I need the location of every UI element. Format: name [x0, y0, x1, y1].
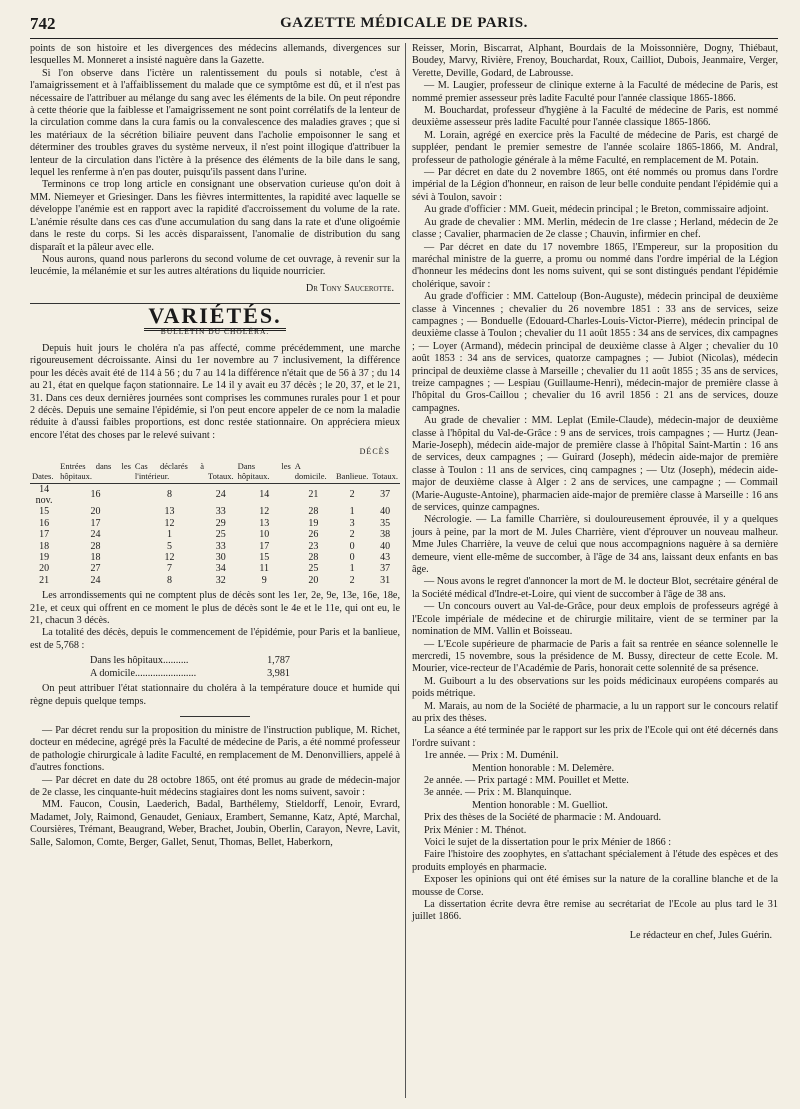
paragraph: Nous aurons, quand nous parlerons du second volume de cet ouvrage, à revenir sur la leucémie, la mélanémie et sur les autres altérations du liquide nourricier.	[30, 253, 400, 278]
paragraph: — L'Ecole supérieure de pharmacie de Paris a fait sa rentrée en séance solennelle le mercredi, 15 novembre, sous la présidence de M. Bussy, directeur de cette Ecole. M. Mourier, vice-recteur de l'Académie de Paris, honorait cette solennité de sa présence.	[412, 638, 778, 675]
table-cell: 13	[259, 517, 270, 529]
table-cell: 18	[39, 540, 50, 552]
paragraph: Voici le sujet de la dissertation pour le prix Ménier de 1866 :	[424, 837, 672, 848]
table-cell: 37	[380, 489, 391, 501]
table-cell: 31	[380, 574, 391, 586]
table-cell: 25	[308, 563, 319, 575]
paragraph: Depuis huit jours le choléra n'a pas affecté, comme précédemment, une marche rigoureusement décroissante. Ainsi du 1er novembre au 7 inclusivement, la différence pour les décès avait été de 114 à 56 ; du 7 au 14 la différence n'était que de 56 à 37 ; du 14 au 21, état en quelque façon stationnaire. Le 14 il y avait eu 37 décès ; le 20, 37, et le 21, 31. Dans ces deux dernières journées sont comprises les communes rurales pour 1 et pour 2 décès. Depuis une semaine l'épidémie, si l'on peut encore appeler de ce nom la maladie réduite à d'aussi faibles proportions, est donc restée stationnaire. On appréciera mieux encore l'état des choses par le relevé suivant :	[30, 342, 400, 441]
table-cell: 26	[308, 529, 319, 541]
table-header-cell: Totaux.	[370, 461, 400, 484]
table-cell: 0	[349, 540, 355, 552]
total-label: Dans les hôpitaux..........	[90, 655, 189, 667]
left-column	[30, 43, 400, 849]
paragraph: M. Bouchardat, professeur d'hygiène à la Faculté de médecine de Paris, est nommé deuxième assesseur près ladite Faculté pour l'année classique 1865-1866.	[412, 105, 778, 129]
paragraph: — Un concours ouvert au Val-de-Grâce, pour deux emplois de professeurs agrégé à l'Ecole impériale de médecine et de chirurgie militaire, vient de se terminer par la nomination de MM. Vallin et Boisseau.	[412, 601, 778, 638]
paragraph: Prix des thèses de la Société de pharmacie : M. Andouard.	[424, 812, 662, 824]
section-title	[30, 303, 400, 329]
table-cell: 15	[259, 552, 270, 564]
paragraph: — Par décret en date du 28 octobre 1865, ont été promus au grade de médecin-major de 2e classe, les cinquante-huit médecins stagiaires dont les noms suivent, savoir :	[30, 774, 400, 798]
table-cell: 8	[166, 489, 172, 501]
table-cell: 1	[349, 506, 355, 518]
paragraph: M. Lorain, agrégé en exercice près la Faculté de médecine de Paris, est chargé de suppléer, pendant le premier semestre de l'année scolaire 1865-1866, M. Andral, professeur de pathologie générale à la même Faculté, en remplacement de M. Potain.	[412, 129, 778, 166]
table-cell: 10	[259, 529, 270, 541]
table-cell: 27	[90, 563, 101, 575]
prize-line: 1re année. — Prix : M. Duménil.	[424, 750, 559, 762]
table-cell: 16	[90, 489, 101, 501]
author-signature: Dr Tony Saucerotte.	[305, 282, 394, 294]
paragraph: MM. Faucon, Cousin, Laederich, Badal, Barthélemy, Stieldorff, Lenoir, Evrard, Madamet, Joly, Raimond, Genaudet, Geniaux, Erambert, Semanne, Katz, Apté, Marchal, Coursières, Trémant, Beaugrand, Weber, Brachet, Joubin, Oberlin, Carayon, Nevre, Lavit, Salle, Salomon, Comte, Berger, Gallet, Senut, Thomas, Bellet, Haberkorn,	[30, 799, 400, 848]
paragraph: — Par décret en date du 17 novembre 1865, l'Empereur, sur la proposition du maréchal ministre de la guerre, a promu ou nommé dans l'ordre impérial de la Légion d'honneur les médecins dont les noms suivent, qui se sont distingués pendant l'épidémie cholérique, savoir :	[412, 241, 778, 290]
table-cell: 21	[39, 574, 50, 586]
table-header-cell: Cas déclarés à l'intérieur.	[133, 461, 206, 484]
paragraph: — Par décret rendu sur la proposition du ministre de l'instruction publique, M. Richet, docteur en médecine, agrégé près la Faculté de médecine de Paris, a été nommé professeur de pathologie chirurgicale à ladite Faculté, en remplacement de M. Denonvilliers, appelé à d'autres fonctions.	[30, 724, 400, 774]
table-cell: 37	[380, 563, 391, 575]
table-cell: 20	[90, 506, 101, 518]
journal-title: GAZETTE MÉDICALE DE PARIS.	[280, 15, 528, 31]
table-cell: 18	[90, 552, 101, 564]
right-column	[412, 43, 778, 942]
paragraph: Reisser, Morin, Biscarrat, Alphant, Bourdais de la Moissonnière, Dogny, Thiébaut, Boudey, Marvy, Rivière, Frenoy, Bouchardat, Roux, Cailliot, Dubois, Jeanmaire, Verger, Verette, Deville, Godard, de Labrousse.	[412, 43, 778, 79]
table-cell: 17	[90, 517, 101, 529]
editor-signature: Le rédacteur en chef, Jules Guérin.	[629, 929, 772, 941]
table-cell: 28	[308, 506, 319, 518]
table-cell: 33	[215, 506, 226, 518]
prize-line: Mention honorable : M. Delemère.	[472, 762, 615, 774]
table-cell: 13	[164, 506, 175, 518]
table-cell: 38	[380, 529, 391, 541]
table-row	[30, 563, 400, 574]
varietes-title: VARIÉTÉS.	[144, 303, 285, 331]
table-cell: 3	[349, 517, 355, 529]
table-cell: 0	[349, 552, 355, 564]
table-header-cell: A domicile.	[293, 461, 334, 484]
table-cell: 29	[215, 517, 226, 529]
totals-list	[90, 655, 290, 680]
table-cell: 30	[215, 552, 226, 564]
table-row	[30, 483, 400, 506]
table-row	[30, 529, 400, 540]
table-row	[30, 518, 400, 529]
table-cell: 40	[380, 540, 391, 552]
table-cell: 28	[308, 552, 319, 564]
table-cell: 12	[164, 517, 175, 529]
table-cell: 33	[215, 540, 226, 552]
table-cell: 17	[39, 529, 50, 541]
table-cell: 8	[166, 574, 172, 586]
table-cell: 1	[349, 563, 355, 575]
table-row	[30, 575, 400, 586]
total-value: 1,787	[267, 655, 290, 667]
table-cell: 12	[164, 552, 175, 564]
paragraph: — M. Laugier, professeur de clinique externe à la Faculté de médecine de Paris, est nommé premier assesseur près ladite Faculté pour l'année classique 1865-1866.	[412, 80, 778, 104]
table-cell: 24	[90, 574, 101, 586]
table-cell: 11	[259, 563, 270, 575]
table-header-cell: Dans les hôpitaux.	[236, 461, 293, 484]
table-header-row	[30, 461, 400, 484]
short-divider	[180, 716, 250, 717]
table-cell: 17	[259, 540, 270, 552]
table-cell: 2	[349, 574, 355, 586]
paragraph: Les arrondissements qui ne comptent plus de décès sont les 1er, 2e, 9e, 13e, 16e, 18e, 21e, et ceux qui offrent en ce moment le plus de décès sont le 4e et le 11e, qui ont eu, le 21, chacun 3 décès.	[30, 590, 400, 627]
paragraph: Terminons ce trop long article en consignant une observation curieuse qu'on doit à MM. Niemeyer et Griesinger. Dans les fièvres intermittentes, la rapidité avec laquelle se développe l'anémie est en rapport avec la rapidité d'accroissement du volume de la rate. L'anémie résulte dans ces cas d'une accumulation du sang dans la rate et d'une oligoémie dans le reste du corps. Si les accès disparaissent, l'anomalie de distribution du sang disparaît et la pâleur avec elle.	[30, 179, 400, 253]
paragraph: La totalité des décès, depuis le commencement de l'épidémie, pour Paris et la banlieue, est de 5,768 :	[30, 627, 400, 651]
data-table	[30, 461, 400, 587]
paragraph: Nécrologie. — La famille Charrière, si douloureusement éprouvée, il y a quelques jours à peine, par la mort de M. Jules Charrière, vient d'éprouver un nouveau malheur. Mme Jules Charrière, la veuve de celui que nous accompagnions naguère à sa dernière demeure, vient elle-même de succomber, à l'âge de 34 ans, laissant deux enfants en bas âge.	[412, 514, 778, 576]
table-cell: 9	[261, 574, 267, 586]
paragraph: Au grade de chevalier : MM. Merlin, médecin de 1re classe ; Herland, médecin de 2e classe ; Cavalier, pharmacien de 2e classe ; Chauvin, infirmier en chef.	[412, 216, 778, 241]
paragraph: — Par décret en date du 2 novembre 1865, ont été nommés ou promus dans l'ordre impérial de la Légion d'honneur, en raison de leur belle conduite pendant l'épidémie qui a sévi à Toulon, savoir :	[412, 167, 778, 203]
total-label: A domicile........................	[90, 667, 197, 679]
paragraph: La dissertation écrite devra être remise au secrétariat de l'Ecole au plus tard le 31 juillet 1866.	[412, 899, 778, 923]
table-cell: 23	[308, 540, 319, 552]
column-divider	[405, 43, 406, 1098]
deces-label: DÉCÈS	[359, 447, 390, 457]
table-cell: 34	[215, 563, 226, 575]
table-header-cell: Entrées dans les hôpitaux.	[58, 461, 133, 484]
table-cell: 7	[166, 563, 172, 575]
paragraph: M. Marais, au nom de la Société de pharmacie, a lu un rapport sur le concours relatif au prix des thèses.	[412, 700, 778, 724]
total-row	[90, 668, 290, 680]
table-cell: 12	[259, 506, 270, 518]
table-cell: 24	[90, 529, 101, 541]
table-cell: 25	[215, 529, 226, 541]
table-cell: 20	[39, 563, 50, 575]
prize-line: Mention honorable : M. Guelliot.	[472, 799, 608, 811]
table-cell: 15	[39, 506, 50, 518]
paragraph: M. Guibourt a lu des observations sur les poids médicinaux européens comparés au poids métrique.	[412, 675, 778, 700]
page-number: 742	[30, 14, 56, 33]
table-header-cell: Totaux.	[206, 461, 236, 484]
table-cell: 14	[259, 489, 270, 501]
paragraph: — Nous avons le regret d'annoncer la mort de M. le docteur Blot, secrétaire général de la Société médical d'Indre-et-Loire, qui vient de succomber à l'âge de 38 ans.	[412, 576, 778, 600]
table-header-cell: Banlieue.	[334, 461, 370, 484]
table-cell: 14 nov.	[35, 483, 53, 506]
bulletin-subtitle: BULLETIN DU CHOLÉRA.	[160, 326, 270, 336]
paragraph: Exposer les opinions qui ont été émises sur la nature de la coralline blanche et de la mousse de Corse.	[412, 874, 778, 898]
table-cell: 16	[39, 517, 50, 529]
prize-line: 2e année. — Prix partagé : MM. Pouillet et Mette.	[424, 774, 629, 786]
page-header	[30, 10, 778, 39]
total-row	[90, 655, 290, 667]
paragraph: points de son histoire et les divergences des médecins allemands, divergences sur lesquelles M. Monneret a insisté naguère dans la Gazette.	[30, 43, 400, 67]
paragraph: Au grade de chevalier : MM. Leplat (Emile-Claude), médecin-major de deuxième classe à l'hôpital du Val-de-Grâce : 9 ans de services, trois campagnes ; — Hurtz (Jean-Marie-Joseph), médecin aide-major de première classe à l'hôpital Saint-Martin : 16 ans de services, deux campagnes ; — Guirard (Joseph), médecin aide-major de première classe à Toulon : 11 ans de services, cinq campagnes ; — Utz (Joseph), médecin aide-major de deuxième classe à Alger : 2 ans de services, une campagne ; — Commail (Marie-Auguste-Antoine), pharmacien aide-major de première classe à Marseille : 16 ans de services, quinze campagnes.	[412, 415, 778, 514]
table-header-cell: Dates.	[30, 461, 58, 484]
table-row	[30, 541, 400, 552]
prize-line: 3e année. — Prix : M. Blanquinque.	[424, 787, 572, 799]
table-cell: 43	[380, 552, 391, 564]
paragraph: On peut attribuer l'état stationnaire du choléra à la température douce et humide qui règne depuis quelque temps.	[30, 683, 400, 707]
table-cell: 24	[215, 489, 226, 501]
table-cell: 19	[308, 517, 319, 529]
cholera-table	[30, 446, 400, 586]
paragraph: Faire l'histoire des zoophytes, en s'attachant spécialement à l'étude des espèces et des produits employés en pharmacie.	[412, 849, 778, 873]
table-cell: 32	[215, 574, 226, 586]
table-cell: 35	[380, 517, 391, 529]
table-row	[30, 552, 400, 563]
table-cell: 40	[380, 506, 391, 518]
table-cell: 5	[166, 540, 172, 552]
total-value: 3,981	[267, 667, 290, 679]
paragraph: Au grade d'officier : MM. Catteloup (Bon-Auguste), médecin principal de deuxième classe à Vincennes ; chevalier du 26 novembre 1851 : 33 ans de services, seize campagnes ; — Bonduelle (Edouard-Charles-Louis-Victor-Pierre), médecin principal de deuxième classe à Toulon ; chevalier du 11 août 1855 : 34 ans de services, dix campagnes ; — Loyer (Armand), médecin principal de deuxième classe à Alger ; chevalier du 10 août 1853 : 34 ans de services, quatorze campagnes ; — Jubiot (Nicolas), médecin principal de deuxième classe à Marseille ; chevalier du 11 août 1855 ; 35 ans de services, treize campagnes ; — Lespiau (Guillaume-Henri), médecin-major de première classe à l'hôpital du Gros-Caillou ; chevalier du 16 avril 1856 : 21 ans de services, douze campagnes.	[412, 291, 778, 414]
table-cell: 2	[349, 529, 355, 541]
table-cell: 21	[308, 489, 319, 501]
paragraph: Si l'on observe dans l'ictère un ralentissement du pouls si notable, c'est à l'amaigrissement et à l'affaiblissement du malade que ce symptôme est dû, et il n'est pas nécessaire de l'attribuer au mélange du sang avec les éléments de la bile. On peut répondre à cette théorie que la faiblesse et l'amaigrissement ne sont point corrélatifs de la lenteur de la circulation comme dans la cura famis ou la convalescence des maladies graves ; que si les matériaux de la sécrétion biliaire peuvent dans l'acholie empoisonner le sang et déterminer des troubles graves du système nerveux, il n'est point illogique d'attribuer la lenteur de la circulation dans l'ictère à la présence des éléments de la bile dans le sang, lequel les renferme à n'en pas douter, puisqu'ils passent dans l'urine.	[30, 67, 400, 179]
table-cell: 1	[166, 529, 172, 541]
table-body	[30, 483, 400, 586]
table-cell: 2	[349, 489, 355, 501]
paragraph: Prix Ménier : M. Thénot.	[424, 824, 527, 836]
table-cell: 28	[90, 540, 101, 552]
table-row	[30, 506, 400, 517]
table-cell: 19	[39, 552, 50, 564]
paragraph: La séance a été terminée par le rapport sur les prix de l'Ecole qui ont été décernés dans l'ordre suivant :	[412, 725, 778, 749]
table-cell: 20	[308, 574, 319, 586]
paragraph: Au grade d'officier : MM. Gueit, médecin principal ; le Breton, commissaire adjoint.	[424, 204, 769, 216]
